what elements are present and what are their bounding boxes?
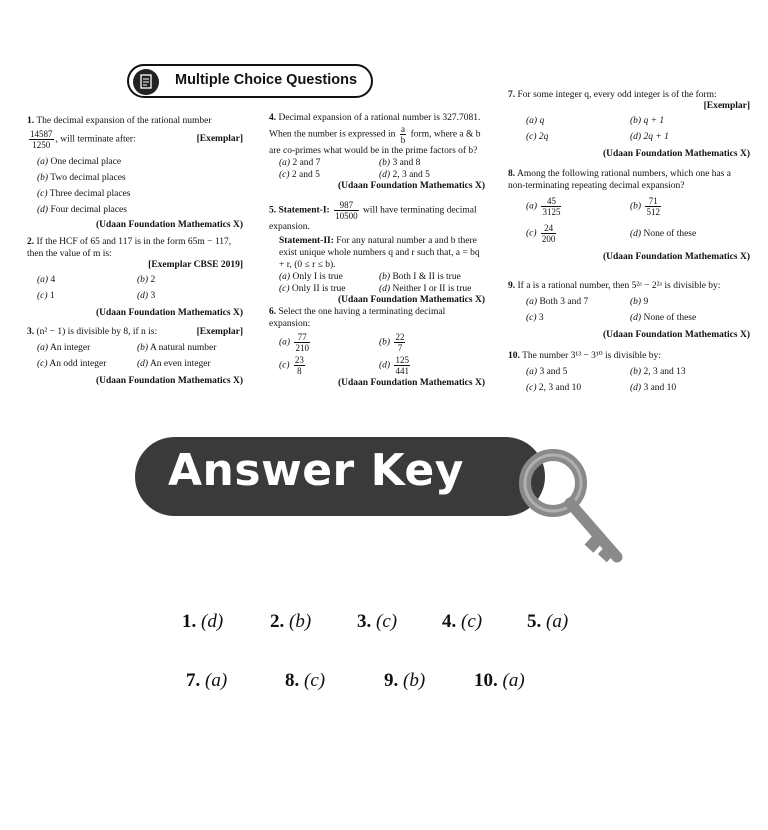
option-c: 2, 3 and 10 xyxy=(538,383,582,393)
fraction: $\frac{987}{10500}$ xyxy=(335,200,358,221)
option-d: $\frac{125}{441}$ xyxy=(395,355,409,376)
question-text: The number 3¹³ − 3¹⁰ is divisible by: xyxy=(522,351,661,361)
option-b: 9 xyxy=(643,297,649,307)
answer-item: 4. (c) xyxy=(442,611,483,632)
source-tag: [Exemplar] xyxy=(196,134,243,144)
statement-label: Statement-I: xyxy=(278,205,330,216)
option-d: An even integer xyxy=(149,359,211,369)
option-a: Only I is true xyxy=(292,272,343,282)
answer-item: 8. (c) xyxy=(285,670,326,691)
option-d: Four decimal places xyxy=(50,205,127,215)
answer-item: 3. (c) xyxy=(357,611,398,632)
section-header xyxy=(127,64,373,98)
answer-item: 10. (a) xyxy=(474,670,525,691)
question-2: 2. If the HCF of 65 and 117 is in the form 65m − 117, then the value of m is: [Exemplar CBSE 2019] (a) 4 (b) 2 (c) 1 (d) 3 (Udaan Foundation Mathematics X) xyxy=(27,237,243,318)
option-a: One decimal place xyxy=(50,157,122,167)
question-10: 10. The number 3¹³ − 3¹⁰ is divisible by: (a) 3 and 5 (b) 2, 3 and 13 (c) 2, 3 and 10 (d) 3 and 10 xyxy=(508,351,686,393)
question-4: 4. Decimal expansion of a rational number is 327.7081. When the number is expressed in $\frac{a}{b}$ form, where a & b are co-primes what would be in the prime factors of b? (a) 2 and 7 (b) 3 and 8 (c) 2 and 5 (d) 2, 3 and 5 (Udaan Foundation Mathematics X) xyxy=(269,113,485,191)
option-b: $\frac{22}{7}$ xyxy=(395,332,405,353)
option-b: 3 and 8 xyxy=(392,158,421,168)
question-text: Among the following rational numbers, which one has a non-terminating repeating decimal expansion? xyxy=(508,169,731,191)
question-text: , will terminate after: xyxy=(55,134,136,145)
option-d: 2, 3 and 5 xyxy=(392,170,430,180)
book-icon xyxy=(133,69,159,95)
option-c: Only II is true xyxy=(291,284,346,294)
question-number: 5. xyxy=(269,205,277,216)
statement-text: For any natural number a and b there exist unique whole numbers q and r such that, a = bq + r, (0 ≤ r ≤ b). xyxy=(279,236,480,270)
option-c: $\frac{23}{8}$ xyxy=(294,355,304,376)
option-c: 1 xyxy=(49,291,55,301)
question-number: 1. xyxy=(27,116,35,126)
option-b: A natural number xyxy=(149,343,217,353)
question-number: 10. xyxy=(508,351,520,361)
answer-item: 9. (b) xyxy=(384,670,426,691)
section-title: Multiple Choice Questions xyxy=(175,72,358,88)
option-d: 2q + 1 xyxy=(643,132,669,142)
question-text: form, where a & b are co-primes what would be in the prime factors of b? xyxy=(269,129,481,156)
answer-item: 1. (d) xyxy=(182,611,224,632)
option-c: 3 xyxy=(538,313,544,323)
question-number: 6. xyxy=(269,307,277,317)
question-6: 6. Select the one having a terminating decimal expansion: (a) $\frac{77}{210}$ (b) $\frac{22}{7}$ (c) $\frac{23}{8}$ (d) $\frac{125}{441}$ (Udaan Foundation Mathematics X) xyxy=(269,307,485,388)
question-1: 1. The decimal expansion of the rational number $\frac{14587}{1250}$ , will terminate after: [Exemplar] (a) One decimal place (b) Two decimal places (c) Three decimal places (d) Four decimal places (Udaan Foundation Mathematics X) xyxy=(27,116,243,230)
question-number: 8. xyxy=(508,169,516,179)
question-number: 9. xyxy=(508,281,516,291)
fraction: $\frac{14587}{1250}$ xyxy=(30,129,53,150)
option-c: An odd integer xyxy=(49,359,107,369)
option-b: 2 xyxy=(150,275,156,285)
option-a: $\frac{77}{210}$ xyxy=(295,332,309,353)
statement-text: will have terminating decimal expansion. xyxy=(269,205,477,232)
option-a: q xyxy=(539,116,545,126)
question-text: If a is a rational number, then 5²ᵃ − 2²ᵃ is divisible by: xyxy=(517,281,721,291)
question-text: The decimal expansion of the rational number xyxy=(36,116,212,126)
question-text: (n² − 1) is divisible by 8, if n is: xyxy=(36,327,158,337)
answer-item: 7. (a) xyxy=(186,670,228,691)
source-credit: (Udaan Foundation Mathematics X) xyxy=(96,376,243,386)
source-credit: (Udaan Foundation Mathematics X) xyxy=(338,181,485,191)
question-8: 8. Among the following rational numbers, which one has a non-terminating repeating decimal expansion? (a) $\frac{45}{3125}$ (b) $\frac{71}{512}$ (c) $\frac{24}{200}$ (d) None of these (Udaan Foundation Mathematics X) xyxy=(508,169,750,262)
option-a: Both 3 and 7 xyxy=(539,297,589,307)
source-credit: (Udaan Foundation Mathematics X) xyxy=(96,220,243,230)
option-b: Both I & II is true xyxy=(392,272,461,282)
source-credit: (Udaan Foundation Mathematics X) xyxy=(338,295,485,305)
option-b: $\frac{71}{512}$ xyxy=(646,196,660,217)
question-text: If the HCF of 65 and 117 is in the form 65m − 117, then the value of m is: xyxy=(27,237,232,259)
answer-key-title: Answer Key xyxy=(168,445,464,496)
question-text: For some integer q, every odd integer is of the form: xyxy=(517,90,717,100)
fraction: $\frac{a}{b}$ xyxy=(400,124,406,145)
option-c: Three decimal places xyxy=(49,189,131,199)
answer-item: 2. (b) xyxy=(270,611,312,632)
option-a: 3 and 5 xyxy=(539,367,568,377)
question-9: 9. If a is a rational number, then 5²ᵃ − 2²ᵃ is divisible by: (a) Both 3 and 7 (b) 9 (c) 3 (d) None of these (Udaan Foundation Mathematics X) xyxy=(508,281,750,340)
option-b: 2, 3 and 13 xyxy=(643,367,686,377)
source-credit: (Udaan Foundation Mathematics X) xyxy=(603,149,750,159)
option-d: Neither I or II is true xyxy=(392,284,472,294)
answer-item: 5. (a) xyxy=(527,611,569,632)
option-d: None of these xyxy=(643,228,697,239)
option-a: 4 xyxy=(50,275,56,285)
option-d: None of these xyxy=(643,313,697,323)
source-tag: [Exemplar] xyxy=(196,327,243,337)
option-c: $\frac{24}{200}$ xyxy=(541,223,556,244)
option-a: An integer xyxy=(49,343,91,353)
option-c: 2 and 5 xyxy=(291,170,320,180)
question-number: 4. xyxy=(269,113,277,123)
statement-label: Statement-II: xyxy=(279,236,334,246)
source-tag: [Exemplar CBSE 2019] xyxy=(148,260,243,270)
option-a: $\frac{45}{3125}$ xyxy=(542,196,561,217)
option-d: 3 and 10 xyxy=(643,383,677,393)
question-number: 3. xyxy=(27,327,35,337)
option-d: 3 xyxy=(150,291,156,301)
option-b: q + 1 xyxy=(643,116,665,126)
question-number: 7. xyxy=(508,90,516,100)
source-credit: (Udaan Foundation Mathematics X) xyxy=(603,252,750,262)
option-b: Two decimal places xyxy=(50,173,126,183)
source-credit: (Udaan Foundation Mathematics X) xyxy=(96,308,243,318)
key-icon xyxy=(515,445,635,570)
question-3: 3. (n² − 1) is divisible by 8, if n is: [Exemplar] (a) An integer (b) A natural number (c) An odd integer (d) An even integer (Udaan Foundation Mathematics X) xyxy=(27,327,243,386)
source-tag: [Exemplar] xyxy=(703,101,750,111)
question-number: 2. xyxy=(27,237,35,247)
source-credit: (Udaan Foundation Mathematics X) xyxy=(603,330,750,340)
question-5: 5. Statement-I: $\frac{987}{10500}$ will have terminating decimal expansion. Statement-II: For any natural number a and b there exist unique whole numbers q and r such that, a = bq + r, (0 ≤ r ≤ b). (a) Only I is true (b) Both I & II is true (c) Only II is true (d) Neither I or II is true (Udaan Foundation Mathematics X) xyxy=(269,200,485,305)
question-7: 7. For some integer q, every odd integer is of the form: [Exemplar] (a) q (b) q + 1 (c) 2q (d) 2q + 1 (Udaan Foundation Mathematics X) xyxy=(508,90,750,159)
source-credit: (Udaan Foundation Mathematics X) xyxy=(338,378,485,388)
option-c: 2q xyxy=(538,132,549,142)
question-text: Select the one having a terminating decimal expansion: xyxy=(269,307,446,329)
question-text: Decimal expansion of a rational number is 327.7081. When the number is expressed in xyxy=(269,113,481,140)
option-a: 2 and 7 xyxy=(292,158,321,168)
